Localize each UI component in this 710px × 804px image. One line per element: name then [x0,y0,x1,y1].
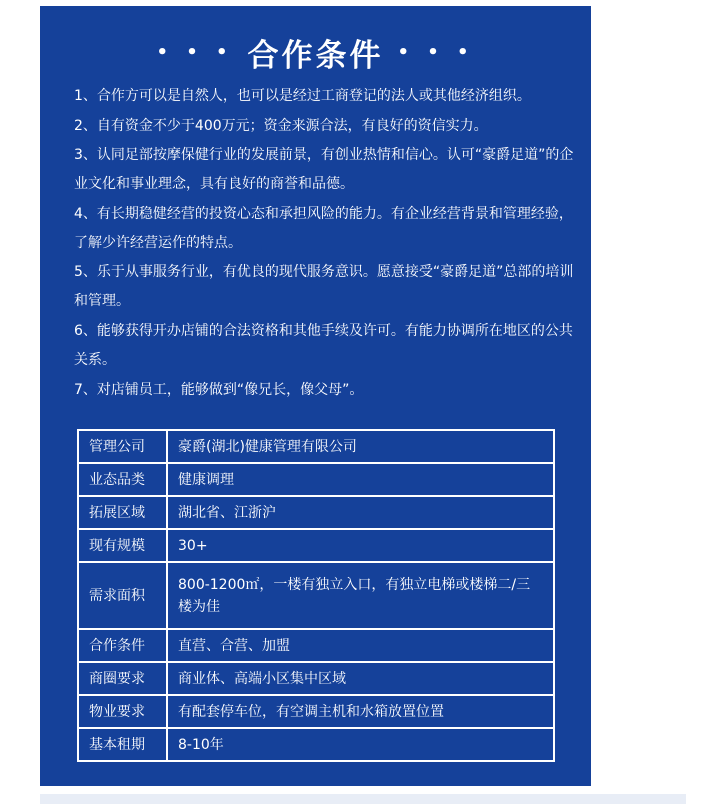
table-key: 现有规模 [78,529,167,562]
table-value: 30+ [167,529,554,562]
title-dots-left: • • • [156,41,234,63]
condition-item: 2、自有资金不少于400万元；资金来源合法，有良好的资信实力。 [74,117,488,134]
table-row [78,562,554,629]
condition-item: 7、对店铺员工，能够做到“像兄长，像父母”。 [74,381,364,398]
condition-item: 4、有长期稳健经营的投资心态和承担风险的能力。有企业经营背景和管理经验，了解少许经营运作的特点。 [74,205,573,251]
table-value: 8-10年 [167,728,554,761]
footer-strip [40,794,686,804]
cooperation-panel [40,6,591,786]
table-row [78,529,554,562]
table-value: 健康调理 [167,463,554,496]
title-dots-right: • • • [397,41,475,63]
table-row [78,662,554,695]
condition-item: 6、能够获得开办店铺的合法资格和其他手续及许可。有能力协调所在地区的公共关系。 [74,322,573,368]
condition-item: 3、认同足部按摩保健行业的发展前景，有创业热情和信心。认可“豪爵足道”的企业文化和事业理念，具有良好的商誉和品德。 [74,147,574,193]
table-value: 800-1200㎡，一楼有独立入口，有独立电梯或楼梯二/三楼为佳 [167,562,554,629]
table-key: 基本租期 [78,728,167,761]
title-row [40,32,591,72]
table-value: 有配套停车位，有空调主机和水箱放置位置 [167,695,554,728]
table-value: 商业体、高端小区集中区域 [167,662,554,695]
table-key: 拓展区域 [78,496,167,529]
info-table [77,429,555,762]
table-key: 商圈要求 [78,662,167,695]
condition-item: 1、合作方可以是自然人，也可以是经过工商登记的法人或其他经济组织。 [74,88,531,104]
table-row [78,463,554,496]
table-key: 合作条件 [78,629,167,662]
table-row [78,430,554,463]
table-value: 豪爵(湖北)健康管理有限公司 [167,430,554,463]
table-key: 业态品类 [78,463,167,496]
table-value: 湖北省、江浙沪 [167,496,554,529]
condition-item: 5、乐于从事服务行业，有优良的现代服务意识。愿意接受“豪爵足道”总部的培训和管理。 [74,264,574,310]
table-row [78,728,554,761]
table-row [78,629,554,662]
table-key: 管理公司 [78,430,167,463]
table-value: 直营、合营、加盟 [167,629,554,662]
table-row [78,496,554,529]
page-title: 合作条件 [247,37,384,74]
table-row [78,695,554,728]
table-key: 需求面积 [78,562,167,629]
conditions-list [74,82,574,405]
table-key: 物业要求 [78,695,167,728]
